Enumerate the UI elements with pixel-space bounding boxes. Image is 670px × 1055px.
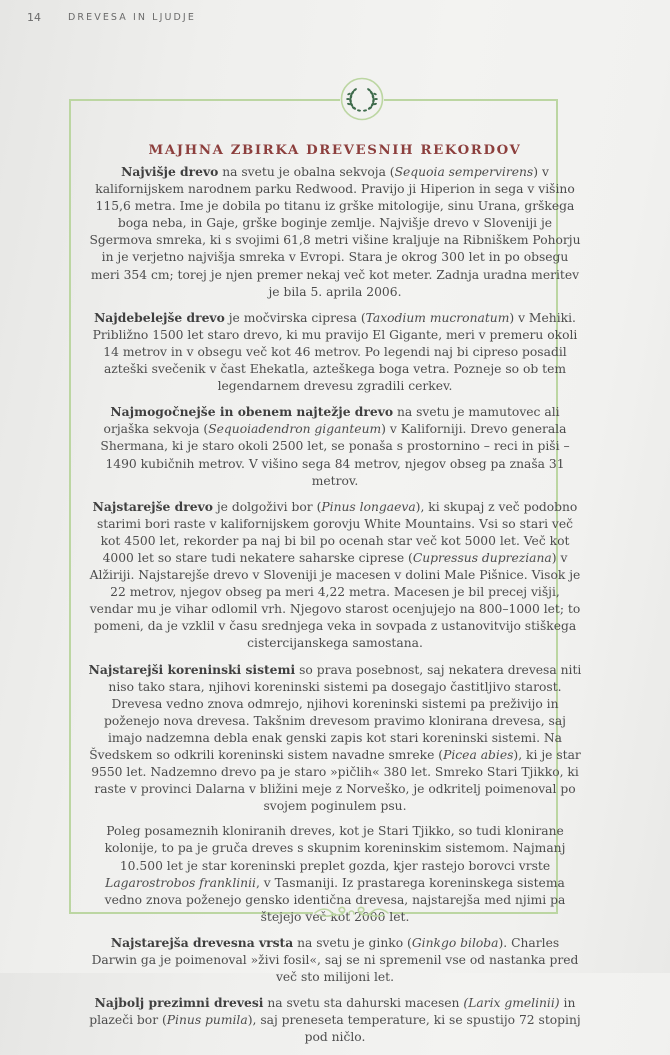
latin-name: Pinus longaeva (321, 499, 416, 514)
record-paragraph (88, 994, 582, 1046)
record-heading: Najbolj prezimni drevesi (94, 995, 264, 1011)
record-heading: Najstarejši koreninski sistemi (88, 661, 296, 677)
record-heading: Najdebelejše drevo (94, 309, 225, 325)
running-head (27, 11, 196, 24)
paragraph-text: je močvirska cipresa ( (224, 310, 366, 325)
record-paragraph (88, 934, 582, 986)
paragraph-text: ) v Alžiriji. Najstarejše drevo v Sloveniji je macesen v dolini Male Pišnice. Visok je 22 metrov, njegov obseg pa meri 4,22 metra. Macesen je bil precej višji, vendar mu je vihar odlomil vrh. Njegovo starost ocenjujejo na 800–1000 let; to pomeni, da je vzklil v času srednjega veka in sovpada z ustanovitvijo stiškega cistercijanskega samostana. (89, 550, 581, 651)
latin-name: Lagarostrobos franklinii (105, 875, 256, 890)
paragraph-text: ). Charles Darwin ga je poimenoval »živi fosil«, saj se ni spremenil vse od nastanka pred več sto milijoni let. (91, 935, 579, 985)
latin-name: Cupressus dupreziana (412, 550, 552, 565)
flourish-ornament-icon (313, 902, 390, 924)
record-paragraph (88, 661, 582, 816)
laurel-wreath-icon (340, 77, 384, 121)
box-title: MAJHNA ZBIRKA DREVESNIH REKORDOV (148, 143, 522, 158)
record-heading: Najstarejše drevo (92, 498, 213, 514)
paragraph-text: ), ki skupaj z več podobno starimi bori raste v kalifornijskem gorovju White Mountains. Vsi so stari več kot 4500 let, rekorder pa naj bi bil po ocenah star več kot 5000 let. Več kot 4000 let so stare tudi nekatere saharske ciprese ( (96, 499, 578, 565)
paragraph-text: na svetu je ginko ( (293, 935, 412, 950)
record-heading: Najstarejša drevesna vrsta (110, 934, 294, 950)
frame-left-line (69, 99, 71, 914)
paragraph-text: na svetu sta dahurski macesen (263, 996, 464, 1011)
paragraph-text: ) v Mehiki. Približno 1500 let staro drevo, ki mu pravijo El Gigante, meri v premeru okoli 14 metrov in v obsegu več kot 46 metrov. Po legendi naj bi cipreso posadil azteški svečenik v čast Ehekatla, azteškega boga vetra. Pozneje so ob tem legendarnem drevesu zgradili cerkev. (92, 310, 578, 394)
record-paragraph (88, 403, 582, 489)
latin-name: Ginkgo biloba (411, 935, 499, 950)
paragraph-text: je dolgoživi bor ( (212, 499, 322, 514)
paragraph-text: Poleg posameznih kloniranih dreves, kot je Stari Tjikko, so tudi klonirane kolonije, to pa je gruča dreves s skupnim koreninskim sistemom. Najmanj 10.500 let je star koreninski preplet gozda, kjer rastejo borovci vrste (104, 824, 566, 873)
record-paragraph (88, 498, 582, 653)
record-paragraph (88, 163, 582, 301)
paragraph-text: so prava posebnost, saj nekatera drevesa niti niso tako stara, njihovi koreninski sistemi pa dosegajo častitljivo starost. Drevesa vedno znova odmrejo, njihovi koreninski sistemi pa preživijo in poženejo nova drevesa. Takšnim drevesom pravimo klonirana drevesa, saj imajo nadzemna debla enak genski zapis kot stari koreninski sistemi. Na Švedskem so odkrili koreninski sistem navadne smreke ( (89, 662, 582, 762)
latin-name: Picea abies (443, 748, 514, 762)
paragraph-text: ) v kalifornijskem narodnem parku Redwood. Pravijo ji Hiperion in sega v višino 115,6 metra. Ime je dobila po titanu iz grške mitologije, sinu Urana, grškega boga neba, in Gaje, grške boginje zemlje. Najvišje drevo v Sloveniji je Sgermova smreka, ki s svojimi 61,8 metri višine kraljuje na Ribniškem Pohorju in je verjetno najvišja smreka v Evropi. Stara je okrog 300 let in po obsegu meri 354 cm; torej je njen premer nekaj več kot meter. Zadnja uradna meritev je bila 5. aprila 2006. (89, 165, 581, 299)
paragraph-text: , v Tasmaniji. Iz prastarega koreninskega sistema vedno znova poženejo gensko identična drevesa, najstarejša med njimi pa štejejo več kot 2000 let. (104, 875, 566, 924)
frame-top-right-line (384, 99, 558, 101)
latin-name: (Larix gmelinii) (463, 996, 560, 1011)
record-paragraph (88, 309, 582, 395)
paragraph-text: ) v Kaliforniji. Drevo generala Shermana, ki je staro okoli 2500 let, se ponaša s prostornino – reci in piši – 1490 kubičnih metrov. V višino sega 84 metrov, njegov obseg pa znaša 31 metrov. (100, 422, 570, 488)
paragraph-text: in plazeči bor ( (89, 996, 576, 1028)
record-heading: Najmogočnejše in obenem najtežje drevo (110, 404, 394, 420)
paragraph-text: ), ki je star 9550 let. Nadzemno drevo pa je staro »pičlih« 380 let. Smreko Stari Tjikko, ki raste v provinci Dalarna v bližini meje z Norveško, je odkritelj poimenoval po svojem poginulem psu. (91, 748, 581, 814)
record-heading: Najvišje drevo (121, 164, 219, 179)
chapter-title: DREVESA IN LJUDJE (68, 12, 196, 23)
paragraph-text: na svetu je mamutovec ali orjaška sekvoja ( (103, 405, 560, 437)
latin-name: Sequoia sempervirens (394, 165, 534, 179)
paragraph-text: ), saj preneseta temperature, ki se spustijo 72 stopinj pod ničlo. (247, 1013, 581, 1045)
latin-name: Pinus pumila (166, 1013, 248, 1028)
page-number: 14 (27, 11, 41, 24)
paragraph-text: na svetu je obalna sekvoja ( (218, 165, 395, 179)
latin-name: Taxodium mucronatum (365, 310, 510, 325)
latin-name: Sequoiadendron giganteum (208, 422, 382, 437)
frame-top-left-line (69, 99, 340, 101)
